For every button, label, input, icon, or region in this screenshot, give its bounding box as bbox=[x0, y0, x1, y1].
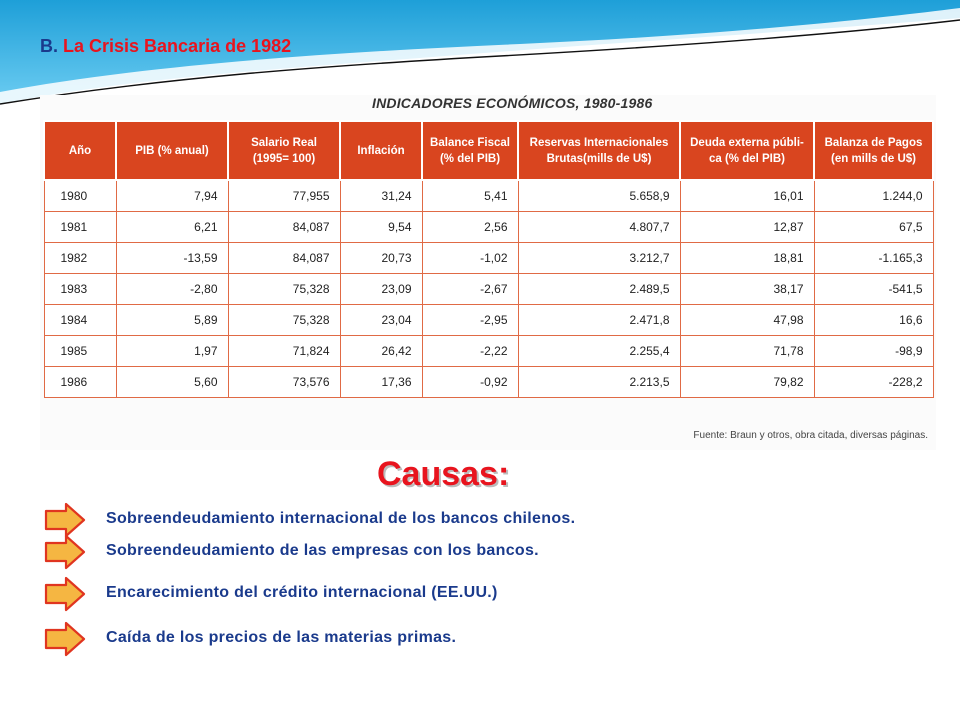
table-cell: 47,98 bbox=[680, 305, 814, 336]
year-cell: 1984 bbox=[44, 305, 116, 336]
table-header-row bbox=[44, 121, 933, 180]
table-row bbox=[44, 180, 933, 212]
year-cell: 1981 bbox=[44, 212, 116, 243]
table-cell: 38,17 bbox=[680, 274, 814, 305]
table-cell: 6,21 bbox=[116, 212, 228, 243]
table-header-line: Balance Fiscal bbox=[430, 136, 510, 149]
table-cell: -228,2 bbox=[814, 367, 933, 398]
table-header-cell bbox=[422, 121, 518, 180]
economic-indicators-figure bbox=[40, 95, 936, 450]
table-header-line: Inflación bbox=[357, 144, 405, 157]
table-cell: -2,95 bbox=[422, 305, 518, 336]
slide-title-prefix: B. bbox=[40, 36, 58, 56]
table-cell: 71,78 bbox=[680, 336, 814, 367]
table-cell: 17,36 bbox=[340, 367, 422, 398]
table-cell: 77,955 bbox=[228, 180, 340, 212]
table-header-line: Reservas Internacionales bbox=[529, 136, 669, 149]
table-cell: 79,82 bbox=[680, 367, 814, 398]
table-row bbox=[44, 305, 933, 336]
table-header-line: Año bbox=[68, 144, 92, 157]
table-cell: 84,087 bbox=[228, 212, 340, 243]
table-cell: 84,087 bbox=[228, 243, 340, 274]
table-cell: -2,80 bbox=[116, 274, 228, 305]
table-header-line: (% del PIB) bbox=[439, 152, 501, 165]
table-header-line: Brutas(mills de U$) bbox=[546, 152, 652, 165]
table-cell: 31,24 bbox=[340, 180, 422, 212]
table-cell: -2,22 bbox=[422, 336, 518, 367]
table-cell: -13,59 bbox=[116, 243, 228, 274]
table-header-line: (en mills de U$) bbox=[831, 152, 916, 165]
table-cell: -541,5 bbox=[814, 274, 933, 305]
table-cell: 2.471,8 bbox=[518, 305, 680, 336]
cause-text: Sobreendeudamiento internacional de los bancos chilenos. bbox=[106, 510, 576, 527]
table-cell: 2.489,5 bbox=[518, 274, 680, 305]
slide-title bbox=[40, 36, 291, 57]
cause-text: Encarecimiento del crédito internacional (EE.UU.) bbox=[106, 584, 498, 601]
table-cell: 71,824 bbox=[228, 336, 340, 367]
table-cell: 67,5 bbox=[814, 212, 933, 243]
table-cell: 3.212,7 bbox=[518, 243, 680, 274]
table-header-line: Deuda externa públi- bbox=[690, 136, 804, 149]
year-cell: 1983 bbox=[44, 274, 116, 305]
table-header-line: PIB (% anual) bbox=[135, 144, 209, 157]
table-header-line: Balanza de Pagos bbox=[824, 136, 923, 149]
table-cell: 1,97 bbox=[116, 336, 228, 367]
year-cell: 1980 bbox=[44, 180, 116, 212]
table-row bbox=[44, 243, 933, 274]
table-header-cell bbox=[44, 121, 116, 180]
causes-heading: Causas: bbox=[377, 455, 510, 493]
table-header-cell bbox=[228, 121, 340, 180]
table-cell: 26,42 bbox=[340, 336, 422, 367]
table-cell: 5,41 bbox=[422, 180, 518, 212]
table-cell: 1.244,0 bbox=[814, 180, 933, 212]
table-cell: 9,54 bbox=[340, 212, 422, 243]
table-header-line: (1995= 100) bbox=[252, 152, 316, 165]
table-cell: 23,04 bbox=[340, 305, 422, 336]
year-cell: 1982 bbox=[44, 243, 116, 274]
table-row bbox=[44, 212, 933, 243]
table-cell: 75,328 bbox=[228, 274, 340, 305]
table-header-cell bbox=[116, 121, 228, 180]
table-cell: -2,67 bbox=[422, 274, 518, 305]
right-arrow-icon bbox=[44, 534, 86, 570]
table-row bbox=[44, 274, 933, 305]
table-body bbox=[44, 180, 933, 398]
table-cell: 4.807,7 bbox=[518, 212, 680, 243]
table-cell: -1,02 bbox=[422, 243, 518, 274]
table-header-cell bbox=[340, 121, 422, 180]
year-cell: 1986 bbox=[44, 367, 116, 398]
table-cell: 12,87 bbox=[680, 212, 814, 243]
table-header-cell bbox=[518, 121, 680, 180]
cause-text: Caída de los precios de las materias primas. bbox=[106, 629, 457, 646]
right-arrow-icon bbox=[44, 621, 86, 657]
table-cell: 5,60 bbox=[116, 367, 228, 398]
table-header-cell bbox=[814, 121, 933, 180]
table-cell: 75,328 bbox=[228, 305, 340, 336]
table-cell: 2,56 bbox=[422, 212, 518, 243]
table-cell: 5.658,9 bbox=[518, 180, 680, 212]
right-arrow-icon bbox=[44, 576, 86, 612]
table-cell: -1.165,3 bbox=[814, 243, 933, 274]
cause-text: Sobreendeudamiento de las empresas con los bancos. bbox=[106, 542, 539, 559]
table-cell: 16,6 bbox=[814, 305, 933, 336]
table-cell: 2.255,4 bbox=[518, 336, 680, 367]
table-header-line: Salario Real bbox=[251, 136, 317, 149]
table-cell: -0,92 bbox=[422, 367, 518, 398]
table-cell: -98,9 bbox=[814, 336, 933, 367]
table-cell: 18,81 bbox=[680, 243, 814, 274]
table-header-line: ca (% del PIB) bbox=[708, 152, 786, 165]
table-row bbox=[44, 367, 933, 398]
right-arrow-icon bbox=[44, 502, 86, 538]
table-title: INDICADORES ECONÓMICOS, 1980-1986 bbox=[372, 95, 653, 111]
economic-indicators-table bbox=[43, 120, 934, 398]
table-cell: 2.213,5 bbox=[518, 367, 680, 398]
slide-title-text: La Crisis Bancaria de 1982 bbox=[63, 36, 292, 56]
table-cell: 16,01 bbox=[680, 180, 814, 212]
table-source: Fuente: Braun y otros, obra citada, diversas páginas. bbox=[693, 430, 928, 441]
table-cell: 73,576 bbox=[228, 367, 340, 398]
year-cell: 1985 bbox=[44, 336, 116, 367]
table-row bbox=[44, 336, 933, 367]
table-cell: 7,94 bbox=[116, 180, 228, 212]
table-cell: 23,09 bbox=[340, 274, 422, 305]
table-cell: 5,89 bbox=[116, 305, 228, 336]
table-cell: 20,73 bbox=[340, 243, 422, 274]
table-header-cell bbox=[680, 121, 814, 180]
